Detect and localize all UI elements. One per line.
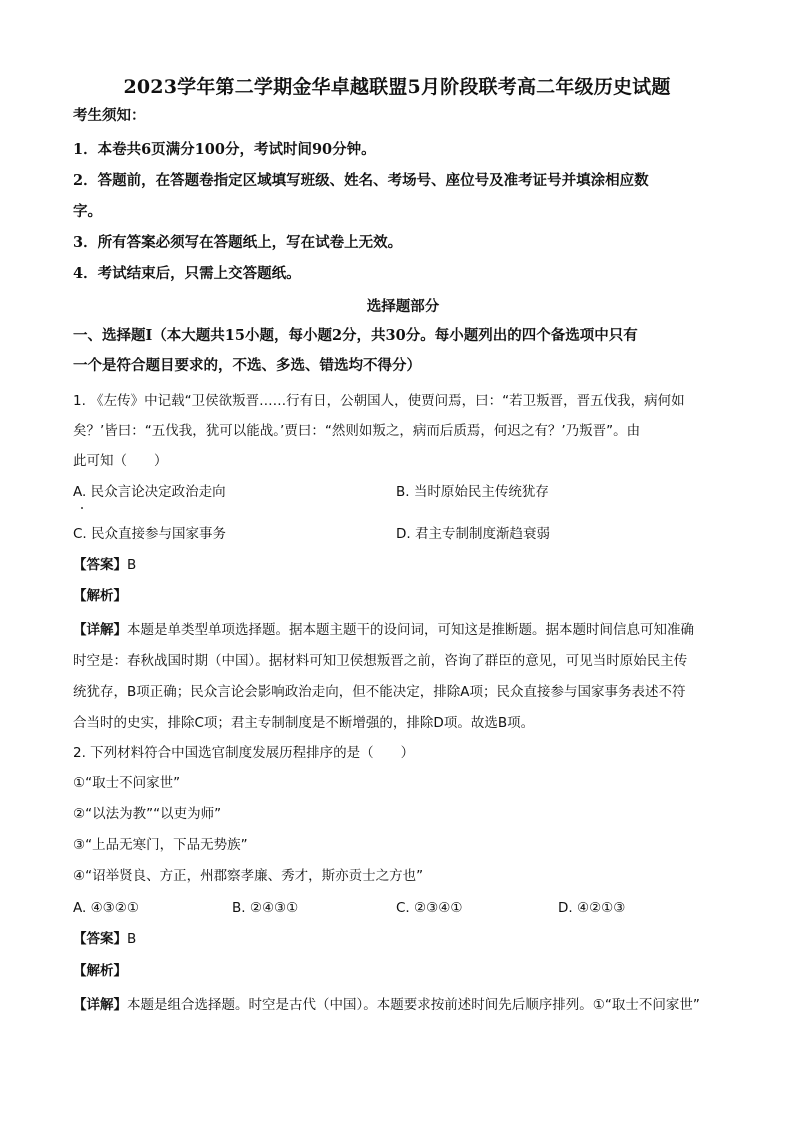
detail-text: 本题是单类型单项选择题。据本题主题干的设问词，可知这是推断题。据本题时间信息可知准确 bbox=[127, 622, 694, 638]
answer-label: 【答案】 bbox=[73, 557, 127, 573]
page-title: 2023学年第二学期金华卓越联盟5月阶段联考高二年级历史试题 bbox=[123, 76, 671, 98]
notice-item: 3．所有答案必须写在答题纸上，写在试卷上无效。 bbox=[73, 234, 403, 251]
q2-option-a: A. ④③②① bbox=[73, 900, 139, 916]
section-instruction: 一个是符合题目要求的，不选、多选、错选均不得分） bbox=[73, 357, 421, 374]
q1-detail: 统犹存，B项正确；民众言论会影响政治走向，但不能决定，排除A项；民众直接参与国家事务表述不符 bbox=[73, 684, 686, 700]
q1-detail: 时空是：春秋战国时期（中国）。据材料可知卫侯想叛晋之前，咨询了群臣的意见，可见当时原始民主传 bbox=[73, 653, 688, 669]
q2-item: ④“诏举贤良、方正，州郡察孝廉、秀才，斯亦贡士之方也” bbox=[73, 868, 424, 884]
q1-option-d: D. 君主专制制度渐趋衰弱 bbox=[396, 526, 550, 542]
q2-option-d: D. ④②①③ bbox=[558, 900, 626, 916]
q1-stem: 1. 《左传》中记载“卫侯欲叛晋……行有日，公朝国人，使贾问焉，曰：“若卫叛晋，晋五伐我，病何如 bbox=[73, 393, 685, 409]
detail-label: 【详解】 bbox=[73, 622, 127, 638]
q1-option-c: C. 民众直接参与国家事务 bbox=[73, 526, 227, 542]
q1-detail: 合当时的史实，排除C项；君主专制制度是不断增强的，排除D项。故选B项。 bbox=[73, 715, 535, 731]
section-title: 选择题部分 bbox=[366, 298, 440, 315]
q1-option-b: B. 当时原始民主传统犹存 bbox=[396, 484, 549, 500]
q2-detail bbox=[73, 995, 733, 1015]
notice-heading: 考生须知： bbox=[73, 107, 146, 124]
q2-option-c: C. ②③④① bbox=[396, 900, 463, 916]
q2-item: ③“上品无寒门，下品无势族” bbox=[73, 837, 248, 853]
q1-stem: 此可知（ ） bbox=[73, 453, 168, 469]
section-instruction: 一、选择题Ⅰ（本大题共15小题，每小题2分，共30分。每小题列出的四个备选项中只有 bbox=[73, 327, 638, 344]
notice-item: 4．考试结束后，只需上交答题纸。 bbox=[73, 265, 301, 282]
q2-item: ②“以法为教”“以吏为师” bbox=[73, 806, 222, 822]
answer-value: B bbox=[127, 557, 137, 573]
q2-item: ①“取士不问家世” bbox=[73, 775, 181, 791]
notice-item: 字。 bbox=[73, 203, 102, 220]
stray-dot bbox=[81, 507, 83, 509]
answer-label: 【答案】 bbox=[73, 931, 127, 947]
answer-value: B bbox=[127, 931, 137, 947]
notice-item: 1．本卷共6页满分100分，考试时间90分钟。 bbox=[73, 141, 376, 158]
q2-analysis-label: 【解析】 bbox=[73, 963, 127, 979]
q1-detail bbox=[73, 620, 733, 640]
detail-label: 【详解】 bbox=[73, 997, 127, 1013]
detail-text: 本题是组合选择题。时空是古代（中国）。本题要求按前述时间先后顺序排列。①“取士不问家世” bbox=[127, 997, 700, 1013]
q1-analysis-label: 【解析】 bbox=[73, 588, 127, 604]
q2-stem: 2. 下列材料符合中国选官制度发展历程排序的是（ ） bbox=[73, 745, 415, 761]
q1-option-a: A. 民众言论决定政治走向 bbox=[73, 484, 226, 500]
q2-option-b: B. ②④③① bbox=[232, 900, 299, 916]
q1-answer bbox=[73, 555, 733, 575]
q1-stem: 矣？’皆曰：“五伐我，犹可以能战。’贾曰：“然则如叛之，病而后质焉，何迟之有？’乃叛晋”。由 bbox=[73, 423, 641, 439]
q2-answer bbox=[73, 929, 733, 949]
notice-item: 2．答题前，在答题卷指定区域填写班级、姓名、考场号、座位号及准考证号并填涂相应数 bbox=[73, 172, 649, 189]
